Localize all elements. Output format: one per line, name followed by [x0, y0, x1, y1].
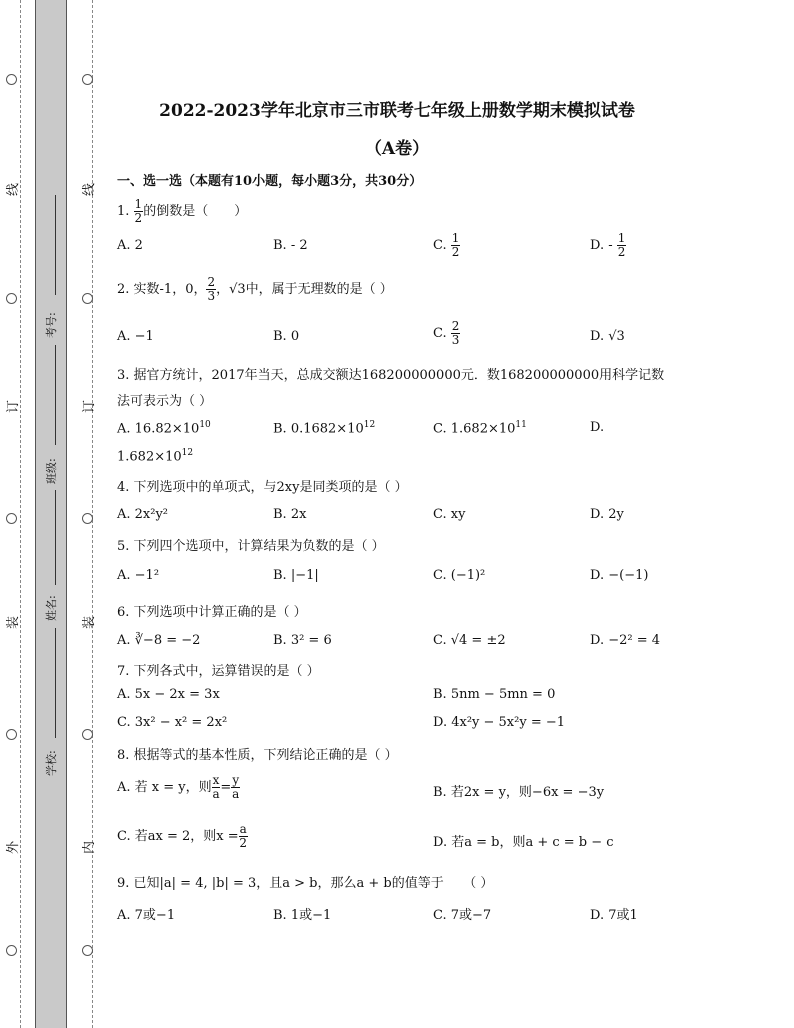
- option-d: D.: [590, 420, 605, 435]
- option-b: B. 若2x = y，则−6x = −3y: [433, 785, 605, 800]
- punch-hole: [82, 945, 93, 956]
- option-a: A. −1: [117, 329, 154, 344]
- question-5: 5. 下列四个选项中，计算结果为负数的是（ ）: [117, 539, 385, 554]
- question-3: 3. 据官方统计，2017年当天，总成交额达168200000000元．数168200000000用科学记数: [117, 368, 665, 383]
- cut-line-char: 订: [6, 399, 22, 414]
- question-8: 8. 根据等式的基本性质，下列结论正确的是（ ）: [117, 748, 398, 763]
- cut-line-char: 装: [6, 615, 22, 630]
- question-6: 6. 下列选项中计算正确的是（ ）: [117, 605, 307, 620]
- cut-line-char: 线: [82, 182, 98, 197]
- question-3-cont: 法可表示为（ ）: [117, 394, 213, 409]
- class-line: [55, 345, 56, 445]
- binding-margin: [0, 0, 100, 1028]
- option-c: C. √4 = ±2: [433, 633, 506, 648]
- option-b: B. 5nm − 5mn = 0: [433, 687, 556, 702]
- option-a: A. 5x − 2x = 3x: [117, 687, 220, 702]
- cut-line-char: 线: [6, 182, 22, 197]
- school-label: 学校:: [45, 750, 58, 776]
- option-c: C. 3x² − x² = 2x²: [117, 715, 228, 730]
- option-a: A. 若 x = y，则 $\frac{x}{a}$ = $\frac{y}{a}$: [117, 773, 240, 802]
- option-d: D. −(−1): [590, 568, 649, 583]
- option-c: C. $1.682\times 10^{11}$: [433, 420, 527, 437]
- punch-hole: [6, 729, 17, 740]
- option-c: C. $\frac{2}{3}$: [433, 319, 460, 348]
- question-4: 4. 下列选项中的单项式，与2xy是同类项的是（ ）: [117, 480, 408, 495]
- exam-number-line: [55, 195, 56, 295]
- option-a: A. 2: [117, 238, 143, 253]
- option-d: D. √3: [590, 329, 625, 344]
- option-a: A. $16.82\times 10^{10}$: [117, 420, 211, 437]
- option-b: B. 1或−1: [273, 908, 332, 923]
- cut-line-char: 外: [6, 840, 22, 855]
- question-9: 9. 已知|a| = 4, |b| = 3，且a > b，那么a + b的值等于 （ ）: [117, 876, 494, 891]
- option-d: D. 2y: [590, 507, 624, 522]
- school-line: [55, 628, 56, 738]
- option-a: A. 2x²y²: [117, 507, 169, 522]
- exam-subtitle: （A卷）: [364, 139, 430, 159]
- option-b: B. 2x: [273, 507, 307, 522]
- section-heading: 一、选一选（本题有10小题，每小题3分，共30分）: [117, 174, 423, 189]
- option-c: C. 若ax = 2，则x = $\frac{a}{2}$: [117, 822, 248, 851]
- question-1: 1. $\frac{1}{2}$ 的倒数是（ ）: [117, 197, 248, 226]
- option-d: D. 若a = b，则a + c = b − c: [433, 835, 614, 850]
- punch-hole: [6, 945, 17, 956]
- fraction: $\frac{1}{2}$: [134, 197, 143, 226]
- option-b: B. 3² = 6: [273, 633, 332, 648]
- cut-line-char: 内: [82, 840, 98, 855]
- punch-hole: [6, 293, 17, 304]
- option-b: B. 0: [273, 329, 300, 344]
- inner-dashed-line: [92, 0, 93, 1028]
- binding-strip: [35, 0, 67, 1028]
- option-c: C. xy: [433, 507, 466, 522]
- cut-line-char: 订: [82, 399, 98, 414]
- question-2: 2. 实数-1，0， $\frac{2}{3}$ ，√3中，属于无理数的是（ ）: [117, 275, 393, 304]
- option-b: B. |−1|: [273, 568, 319, 583]
- option-b: B. $0.1682\times 10^{12}$: [273, 420, 376, 437]
- punch-hole: [82, 74, 93, 85]
- option-b: B. - 2: [273, 238, 308, 253]
- name-line: [55, 490, 56, 585]
- option-d: D. −2² = 4: [590, 633, 661, 648]
- exam-number-label: 考号:: [45, 312, 58, 338]
- exam-title: 2022-2023学年北京市三市联考七年级上册数学期末模拟试卷: [159, 101, 635, 121]
- option-a: A. 7或−1: [117, 908, 176, 923]
- name-label: 姓名:: [45, 595, 58, 621]
- punch-hole: [82, 293, 93, 304]
- option-a: A. −1²: [117, 568, 160, 583]
- class-label: 班级:: [45, 458, 58, 484]
- question-7: 7. 下列各式中，运算错误的是（ ）: [117, 664, 320, 679]
- outer-dashed-line: [20, 0, 21, 1028]
- option-d: D. 7或1: [590, 908, 638, 923]
- option-a: A. ∛−8 = −2: [117, 633, 201, 648]
- cut-line-char: 装: [82, 615, 98, 630]
- option-d-value: $1.682\times 10^{12}$: [117, 448, 194, 465]
- option-c: C. 7或−7: [433, 908, 492, 923]
- punch-hole: [82, 729, 93, 740]
- option-d: D. 4x²y − 5x²y = −1: [433, 715, 566, 730]
- punch-hole: [82, 513, 93, 524]
- punch-hole: [6, 513, 17, 524]
- punch-hole: [6, 74, 17, 85]
- option-c: C. $\frac{1}{2}$: [433, 231, 460, 260]
- option-c: C. (−1)²: [433, 568, 486, 583]
- option-d: D. - $\frac{1}{2}$: [590, 231, 626, 260]
